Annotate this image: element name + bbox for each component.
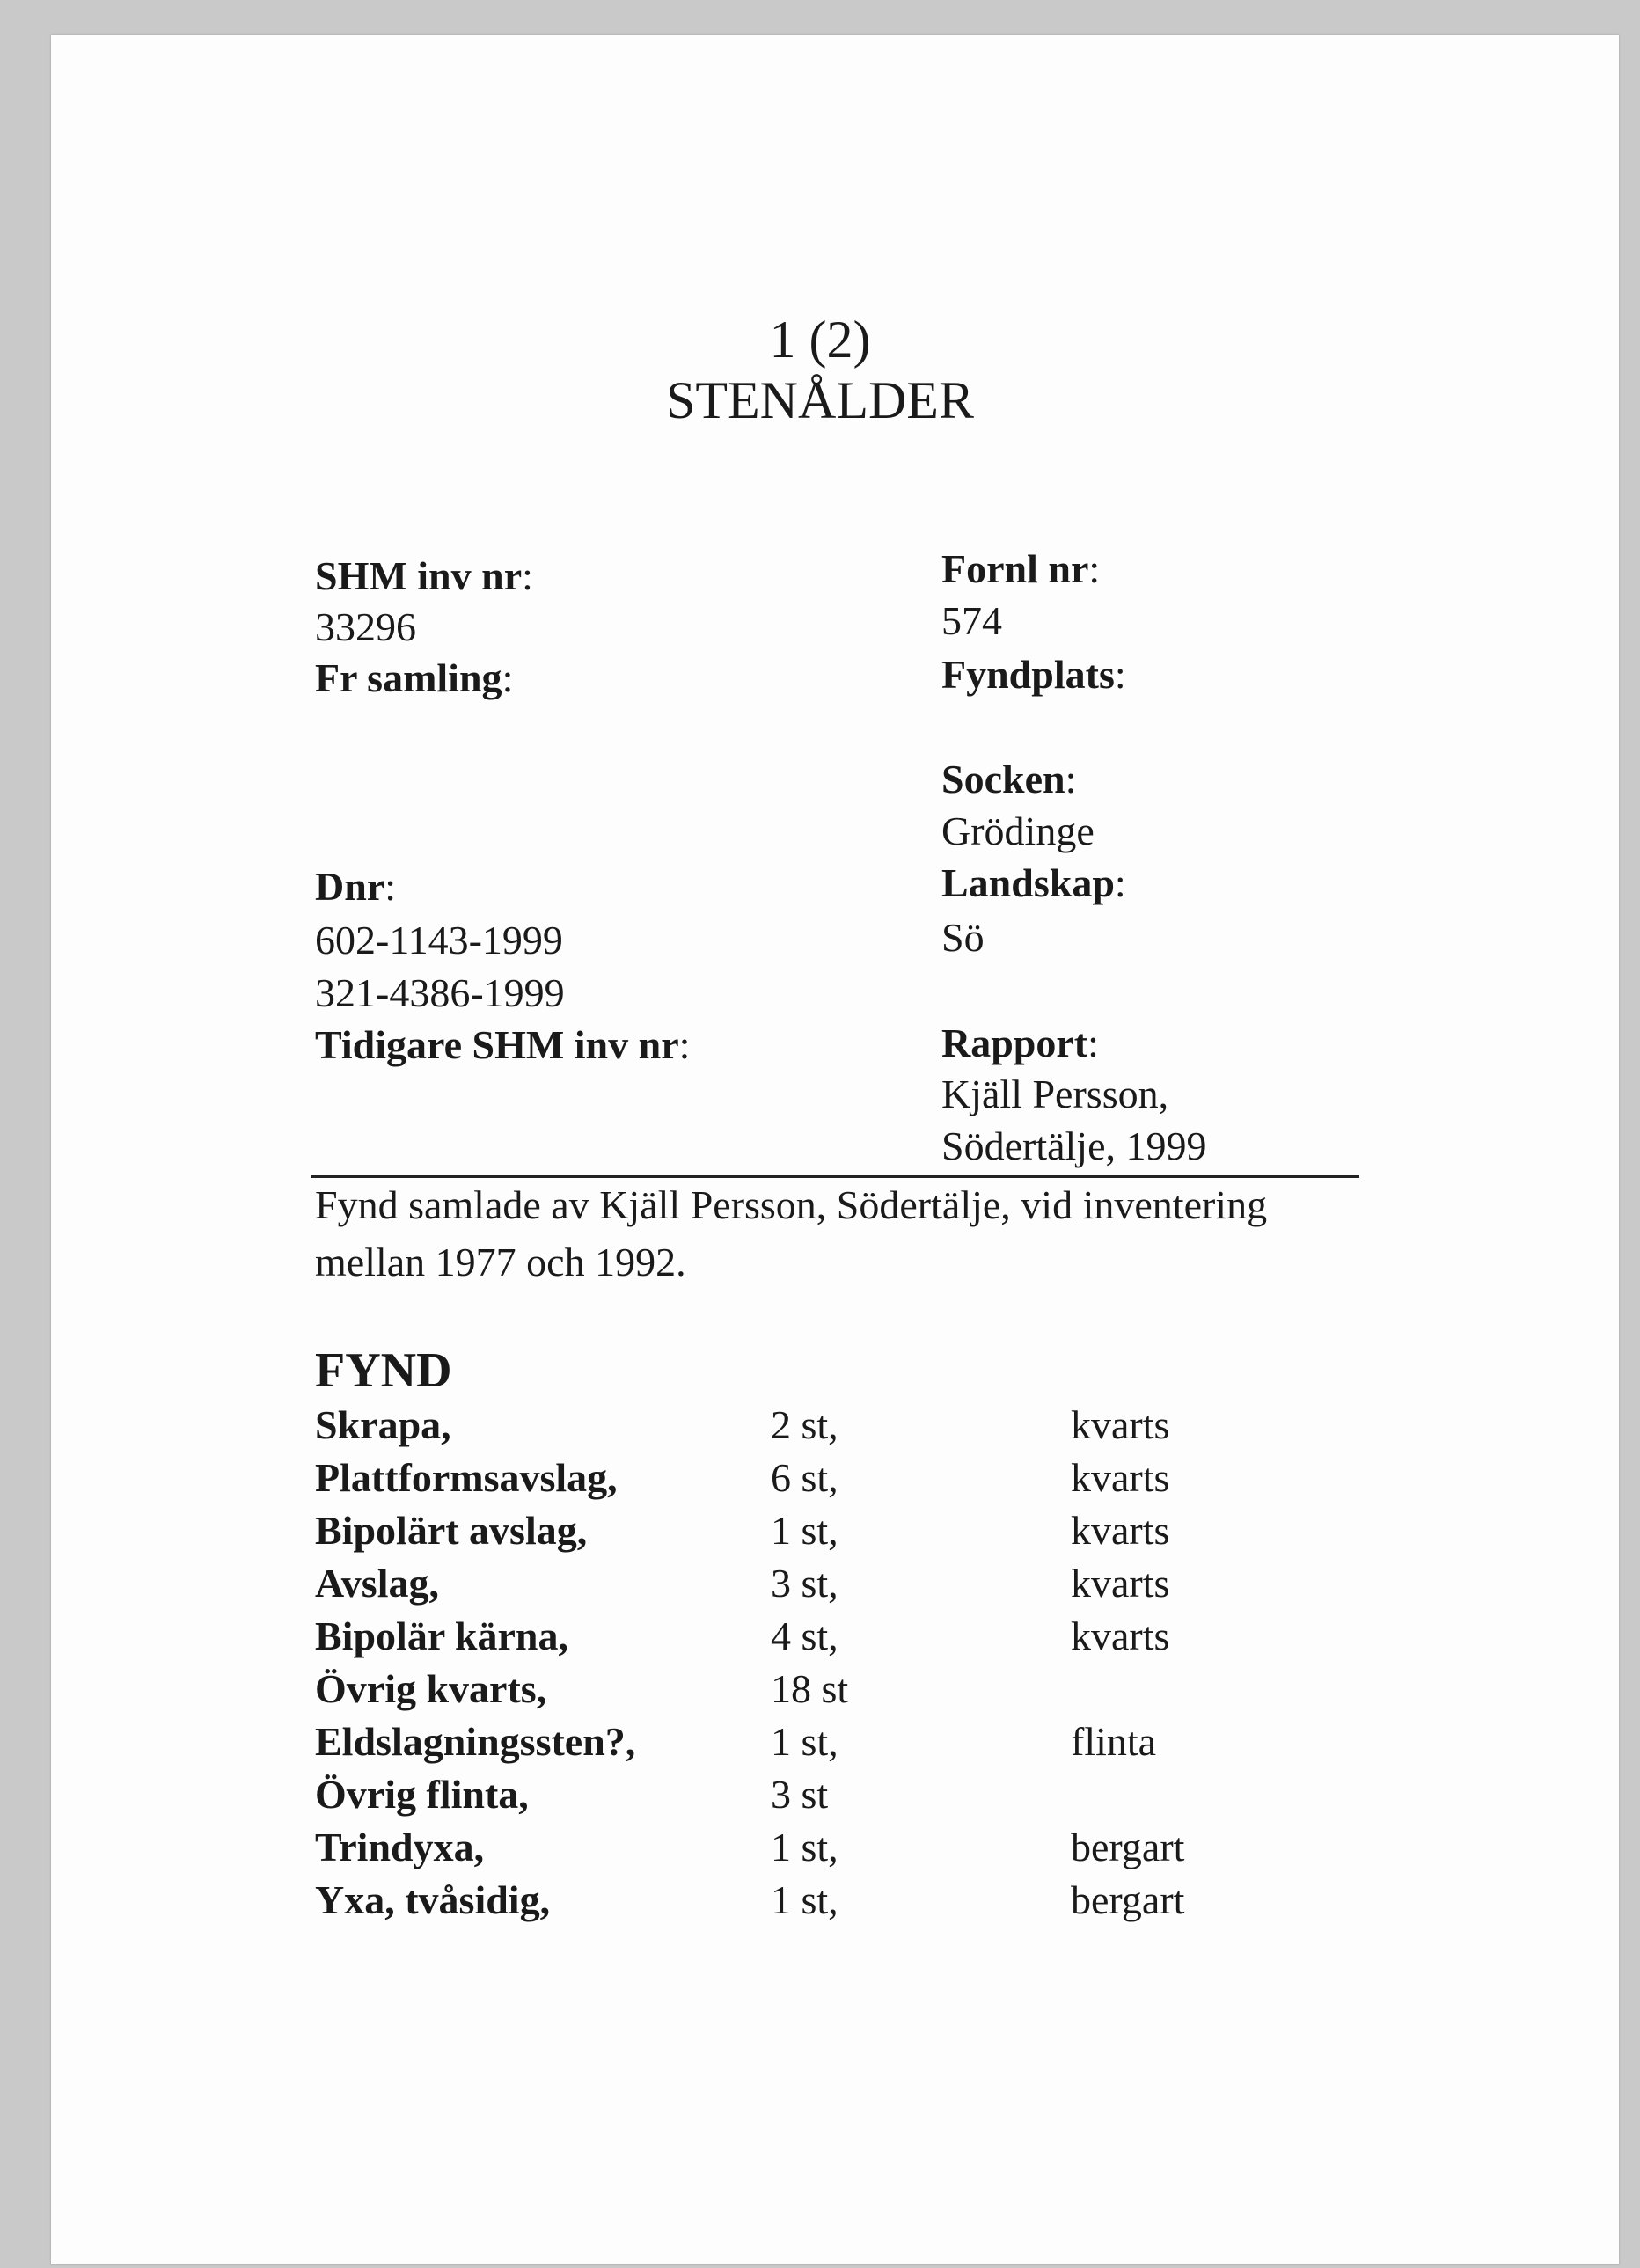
rapport-value: Södertälje, 1999 xyxy=(941,1123,1207,1168)
socken-label: Socken: xyxy=(941,757,1077,801)
fynd-count: 1 st, xyxy=(771,1719,838,1764)
fynd-material: kvarts xyxy=(1071,1613,1170,1658)
document-title: STENÅLDER xyxy=(666,371,974,429)
fynd-heading: FYND xyxy=(315,1343,452,1398)
fynd-count: 4 st, xyxy=(771,1613,838,1658)
fynd-material: bergart xyxy=(1071,1877,1185,1922)
shm-inv-label: SHM inv nr: xyxy=(315,553,533,598)
fynd-name: Övrig kvarts, xyxy=(315,1666,547,1711)
fynd-count: 1 st, xyxy=(771,1825,838,1869)
fynd-name: Trindyxa, xyxy=(315,1825,485,1869)
fynd-count: 18 st xyxy=(771,1666,849,1711)
fynd-name: Bipolär kärna, xyxy=(315,1613,568,1658)
fynd-name: Övrig flinta, xyxy=(315,1772,529,1817)
shm-inv-value: 33296 xyxy=(315,604,416,649)
document-page xyxy=(51,35,1619,2264)
fynd-material: kvarts xyxy=(1071,1455,1170,1500)
socken-value: Grödinge xyxy=(941,808,1095,853)
fyndplats-label: Fyndplats: xyxy=(941,652,1126,697)
fynd-name: Eldslagningssten?, xyxy=(315,1719,636,1764)
dnr-value: 321-4386-1999 xyxy=(315,970,565,1015)
fornl-label: Fornl nr: xyxy=(941,546,1101,591)
tidigare-shm-label: Tidigare SHM inv nr: xyxy=(315,1022,691,1067)
rapport-value: Kjäll Persson, xyxy=(941,1072,1169,1116)
page-number: 1 (2) xyxy=(769,311,871,369)
fynd-count: 6 st, xyxy=(771,1455,838,1500)
landskap-label: Landskap: xyxy=(941,860,1126,905)
note-line: Fynd samlade av Kjäll Persson, Södertälje, vid inventering xyxy=(315,1182,1268,1227)
fr-samling-label: Fr samling: xyxy=(315,655,514,700)
fynd-count: 2 st, xyxy=(771,1402,838,1447)
fynd-count: 3 st xyxy=(771,1772,829,1817)
fynd-count: 3 st, xyxy=(771,1561,838,1606)
fynd-count: 1 st, xyxy=(771,1877,838,1922)
divider xyxy=(311,1175,1359,1178)
fynd-material: kvarts xyxy=(1071,1561,1170,1606)
fynd-name: Avslag, xyxy=(315,1561,439,1606)
fornl-value: 574 xyxy=(941,598,1002,643)
rapport-label: Rapport: xyxy=(941,1021,1099,1065)
landskap-value: Sö xyxy=(941,915,985,960)
fynd-name: Bipolärt avslag, xyxy=(315,1508,588,1553)
fynd-name: Skrapa, xyxy=(315,1402,451,1447)
fynd-count: 1 st, xyxy=(771,1508,838,1553)
fynd-name: Plattformsavslag, xyxy=(315,1455,618,1500)
fynd-material: kvarts xyxy=(1071,1402,1170,1447)
dnr-label: Dnr: xyxy=(315,864,397,909)
note-line: mellan 1977 och 1992. xyxy=(315,1240,686,1284)
dnr-value: 602-1143-1999 xyxy=(315,918,563,962)
fynd-name: Yxa, tvåsidig, xyxy=(315,1877,551,1922)
fynd-material: bergart xyxy=(1071,1825,1185,1869)
fynd-material: kvarts xyxy=(1071,1508,1170,1553)
fynd-material: flinta xyxy=(1071,1719,1157,1764)
